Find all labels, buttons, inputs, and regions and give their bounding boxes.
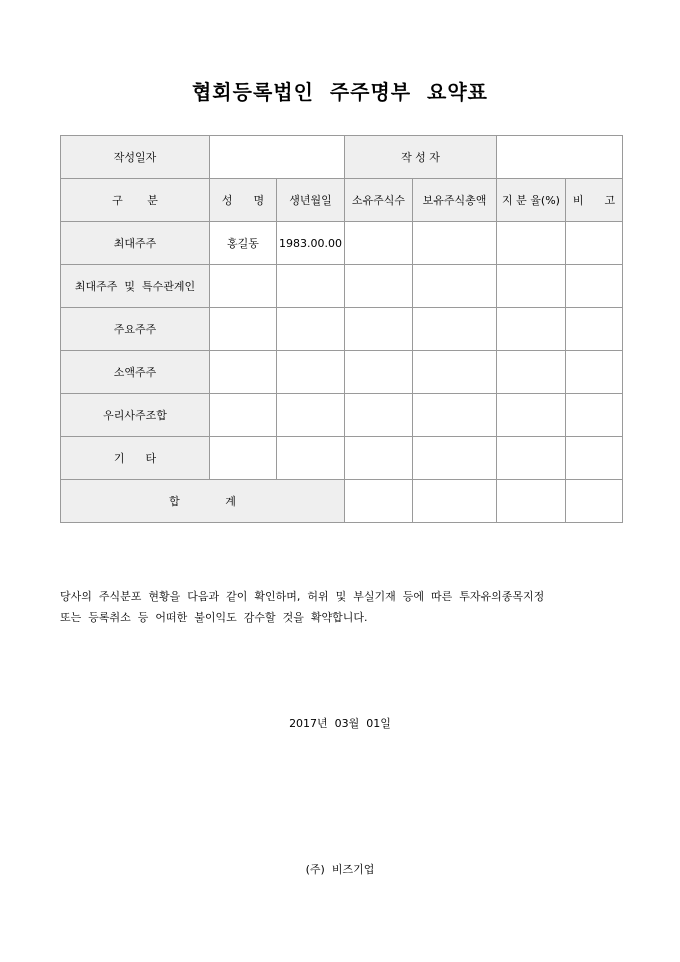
row-remark[interactable]: [566, 222, 623, 265]
row-name[interactable]: [210, 265, 277, 308]
row-total-amount[interactable]: [413, 265, 497, 308]
row-category: 기 타: [61, 437, 210, 480]
confirmation-notice: [60, 586, 630, 628]
row-category: 우리사주조합: [61, 394, 210, 437]
row-ratio[interactable]: [497, 308, 566, 351]
row-remark[interactable]: [566, 265, 623, 308]
date-label: 작성일자: [61, 136, 210, 179]
notice-line: 당사의 주식분포 현황을 다음과 같이 확인하며, 허위 및 부실기재 등에 따른 투자유의종목지정: [60, 590, 545, 603]
row-remark[interactable]: [566, 437, 623, 480]
row-birth[interactable]: 1983.00.00: [277, 222, 345, 265]
header-ratio: 지 분 율(%): [497, 179, 566, 222]
row-birth[interactable]: [277, 437, 345, 480]
header-row: [61, 179, 623, 222]
total-shares[interactable]: [345, 480, 413, 523]
row-remark[interactable]: [566, 394, 623, 437]
row-category: 소액주주: [61, 351, 210, 394]
header-name: 성 명: [210, 179, 277, 222]
row-remark[interactable]: [566, 351, 623, 394]
table-row: [61, 308, 623, 351]
row-shares[interactable]: [345, 437, 413, 480]
row-ratio[interactable]: [497, 222, 566, 265]
document-date: 2017년 03월 01일: [289, 717, 391, 730]
meta-row: [61, 136, 623, 179]
row-category: 주요주주: [61, 308, 210, 351]
row-total-amount[interactable]: [413, 222, 497, 265]
table-row: [61, 265, 623, 308]
row-name[interactable]: [210, 394, 277, 437]
total-amount[interactable]: [413, 480, 497, 523]
row-ratio[interactable]: [497, 351, 566, 394]
table-row: [61, 437, 623, 480]
table-row: [61, 351, 623, 394]
row-category: 최대주주 및 특수관계인: [61, 265, 210, 308]
total-ratio[interactable]: [497, 480, 566, 523]
row-birth[interactable]: [277, 308, 345, 351]
total-remark[interactable]: [566, 480, 623, 523]
row-ratio[interactable]: [497, 437, 566, 480]
row-shares[interactable]: [345, 394, 413, 437]
row-name[interactable]: [210, 308, 277, 351]
shareholder-summary-table: [60, 135, 623, 523]
row-shares[interactable]: [345, 351, 413, 394]
author-value-cell[interactable]: [497, 136, 623, 179]
notice-line: 또는 등록취소 등 어떠한 불이익도 감수할 것을 확약합니다.: [60, 611, 368, 624]
total-label: 합 계: [61, 480, 345, 523]
table-row: [61, 222, 623, 265]
row-birth[interactable]: [277, 351, 345, 394]
header-category: 구 분: [61, 179, 210, 222]
row-ratio[interactable]: [497, 265, 566, 308]
header-total-amount: 보유주식총액: [413, 179, 497, 222]
header-birth: 생년월일: [277, 179, 345, 222]
row-ratio[interactable]: [497, 394, 566, 437]
row-name[interactable]: [210, 437, 277, 480]
row-birth[interactable]: [277, 394, 345, 437]
date-value-cell[interactable]: [210, 136, 345, 179]
header-shares: 소유주식수: [345, 179, 413, 222]
row-shares[interactable]: [345, 308, 413, 351]
row-shares[interactable]: [345, 222, 413, 265]
row-total-amount[interactable]: [413, 351, 497, 394]
row-name[interactable]: [210, 351, 277, 394]
row-shares[interactable]: [345, 265, 413, 308]
total-row: [61, 480, 623, 523]
header-remark: 비 고: [566, 179, 623, 222]
company-name: (주) 비즈기업: [305, 863, 375, 876]
row-total-amount[interactable]: [413, 437, 497, 480]
author-label: 작 성 자: [345, 136, 497, 179]
row-total-amount[interactable]: [413, 394, 497, 437]
row-name[interactable]: 홍길동: [210, 222, 277, 265]
row-remark[interactable]: [566, 308, 623, 351]
row-birth[interactable]: [277, 265, 345, 308]
page-title: 협회등록법인 주주명부 요약표: [191, 80, 488, 104]
row-category: 최대주주: [61, 222, 210, 265]
table-row: [61, 394, 623, 437]
row-total-amount[interactable]: [413, 308, 497, 351]
